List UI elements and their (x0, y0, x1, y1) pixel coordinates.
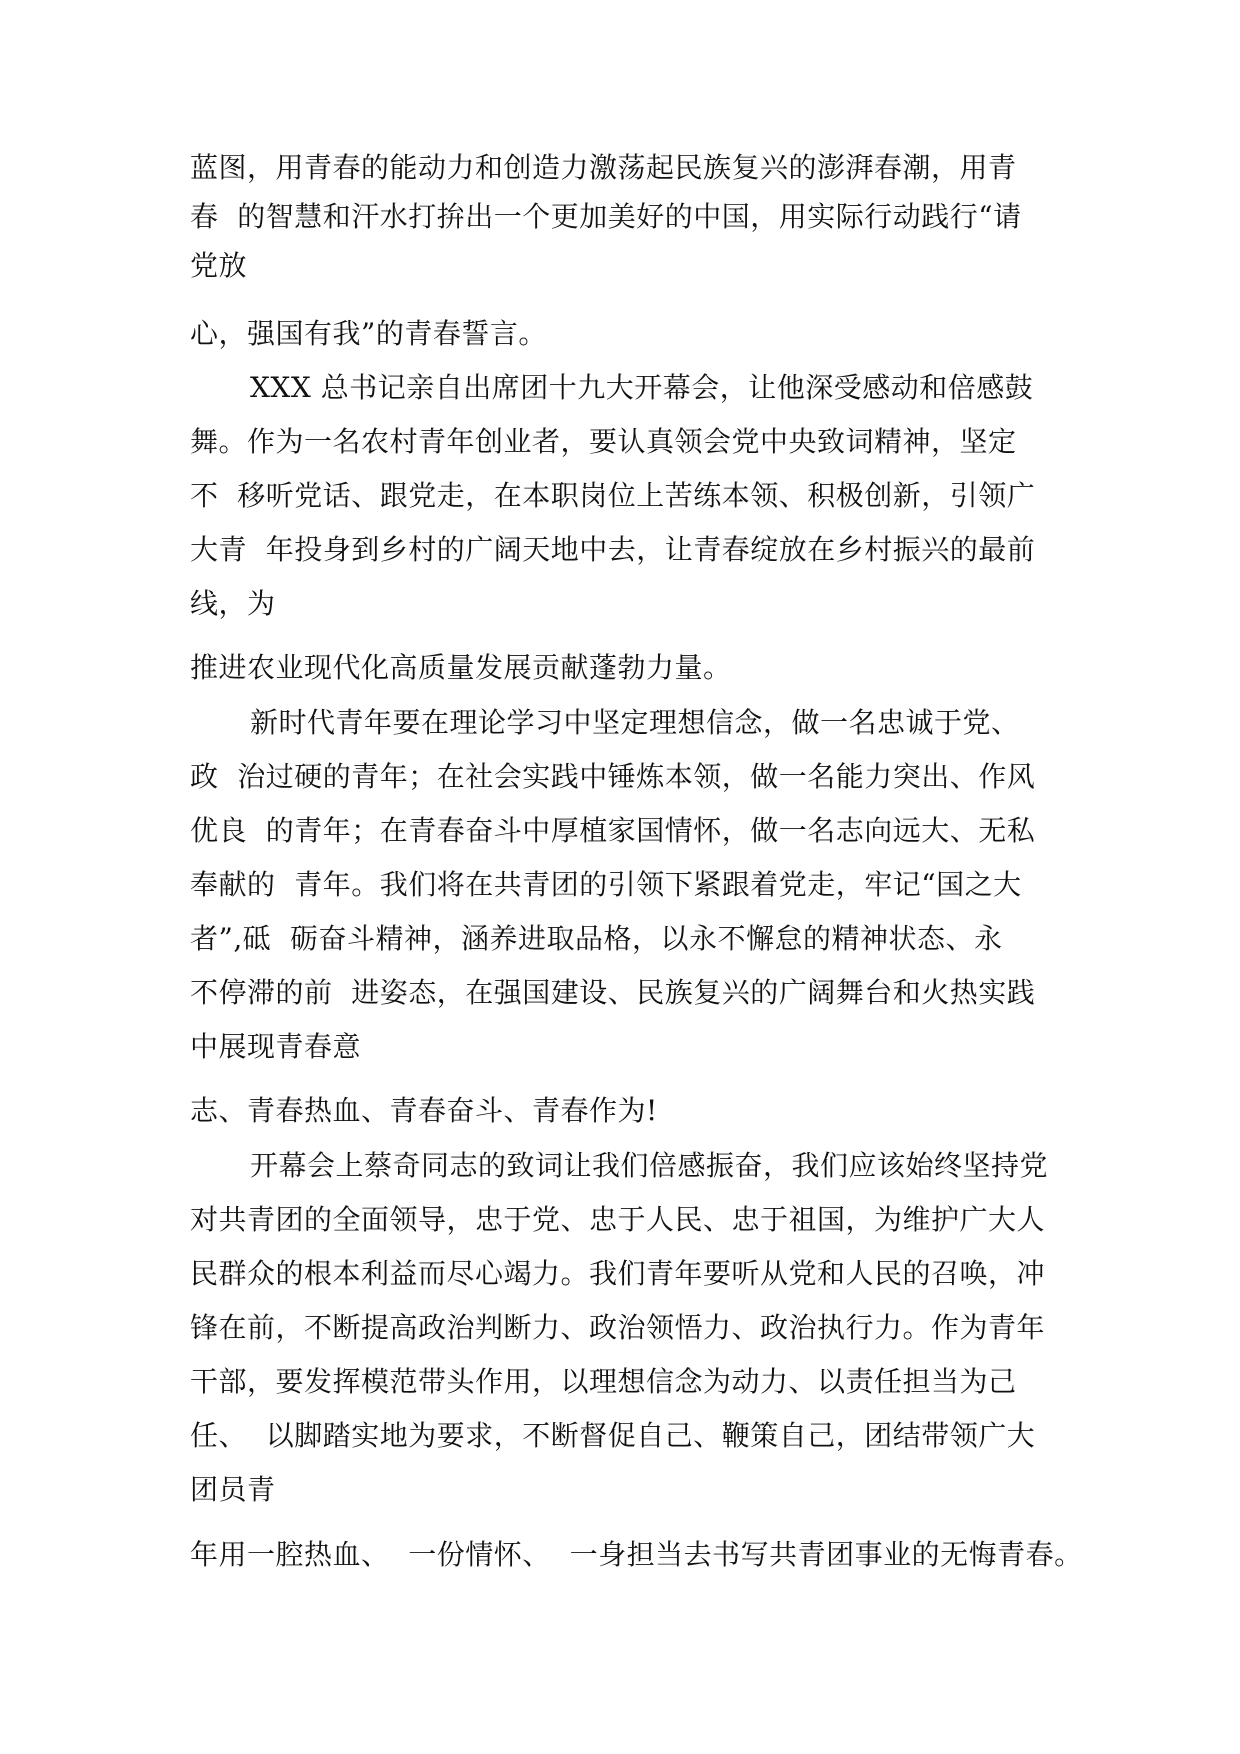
text-line: 心，强国有我”的青春誓言。 (190, 317, 547, 350)
text-line: 春 的智慧和汗水打拚出一个更加美好的中国，用实际行动践行“请 (190, 200, 1022, 233)
text-line: 年用一腔热血、 一份情怀、 一身担当去书写共青团事业的无悔青春。 (190, 1538, 1083, 1571)
text-line: 锋在前，不断提高政治判断力、政治领悟力、政治执行力。作为青年 (190, 1311, 1046, 1344)
paragraph-first-line: 开幕会上蔡奇同志的致词让我们倍感振奋，我们应该始终坚持党 (250, 1149, 1049, 1182)
text-line: 志、青春热血、青春奋斗、青春作为! (190, 1094, 658, 1127)
text-line: 奉献的 青年。我们将在共青团的引领下紧跟着党走，牢记“国之大 (190, 868, 1022, 901)
text-line: 大青 年投身到乡村的广阔天地中去，让青春绽放在乡村振兴的最前 (190, 533, 1036, 566)
text-line: 舞。作为一名农村青年创业者，要认真领会党中央致词精神，坚定 (190, 425, 1017, 458)
text-line: 不 移听党话、跟党走，在本职岗位上苦练本领、积极创新，引领广 (190, 479, 1036, 512)
text-line: 民群众的根本利益而尽心竭力。我们青年要听从党和人民的召唤，冲 (190, 1257, 1046, 1290)
text-line: 推进农业现代化高质量发展贡献蓬勃力量。 (190, 651, 732, 684)
text-line: 优良 的青年；在青春奋斗中厚植家国情怀，做一名志向远大、无私 (190, 814, 1036, 847)
text-line: 任、 以脚踏实地为要求，不断督促自己、鞭策自己，团结带领广大 (190, 1419, 1036, 1452)
text-line: 党放 (190, 249, 248, 282)
text-line: 中展现青春意 (190, 1030, 362, 1063)
text-line: 干部，要发挥模范带头作用，以理想信念为动力、以责任担当为己 (190, 1365, 1017, 1398)
paragraph-first-line: 新时代青年要在理论学习中坚定理想信念，做一名忠诚于党、 (250, 706, 1020, 739)
text-line: 线，为 (190, 587, 276, 620)
text-line: 者”,砥 砺奋斗精神，涵养进取品格，以永不懈怠的精神状态、永 (190, 922, 1003, 955)
text-line: 政 治过硬的青年；在社会实践中锤炼本领，做一名能力突出、作风 (190, 760, 1036, 793)
text-line: 不停滞的前 进姿态，在强国建设、民族复兴的广阔舞台和火热实践 (190, 976, 1036, 1009)
paragraph-first-line: XXX 总书记亲自出席团十九大开幕会，让他深受感动和倍感鼓 (250, 371, 1034, 404)
text-line: 蓝图，用青春的能动力和创造力激荡起民族复兴的澎湃春潮，用青 (190, 151, 1017, 184)
text-line: 团员青 (190, 1473, 276, 1506)
text-line: 对共青团的全面领导，忠于党、忠于人民、忠于祖国，为维护广大人 (190, 1203, 1046, 1236)
